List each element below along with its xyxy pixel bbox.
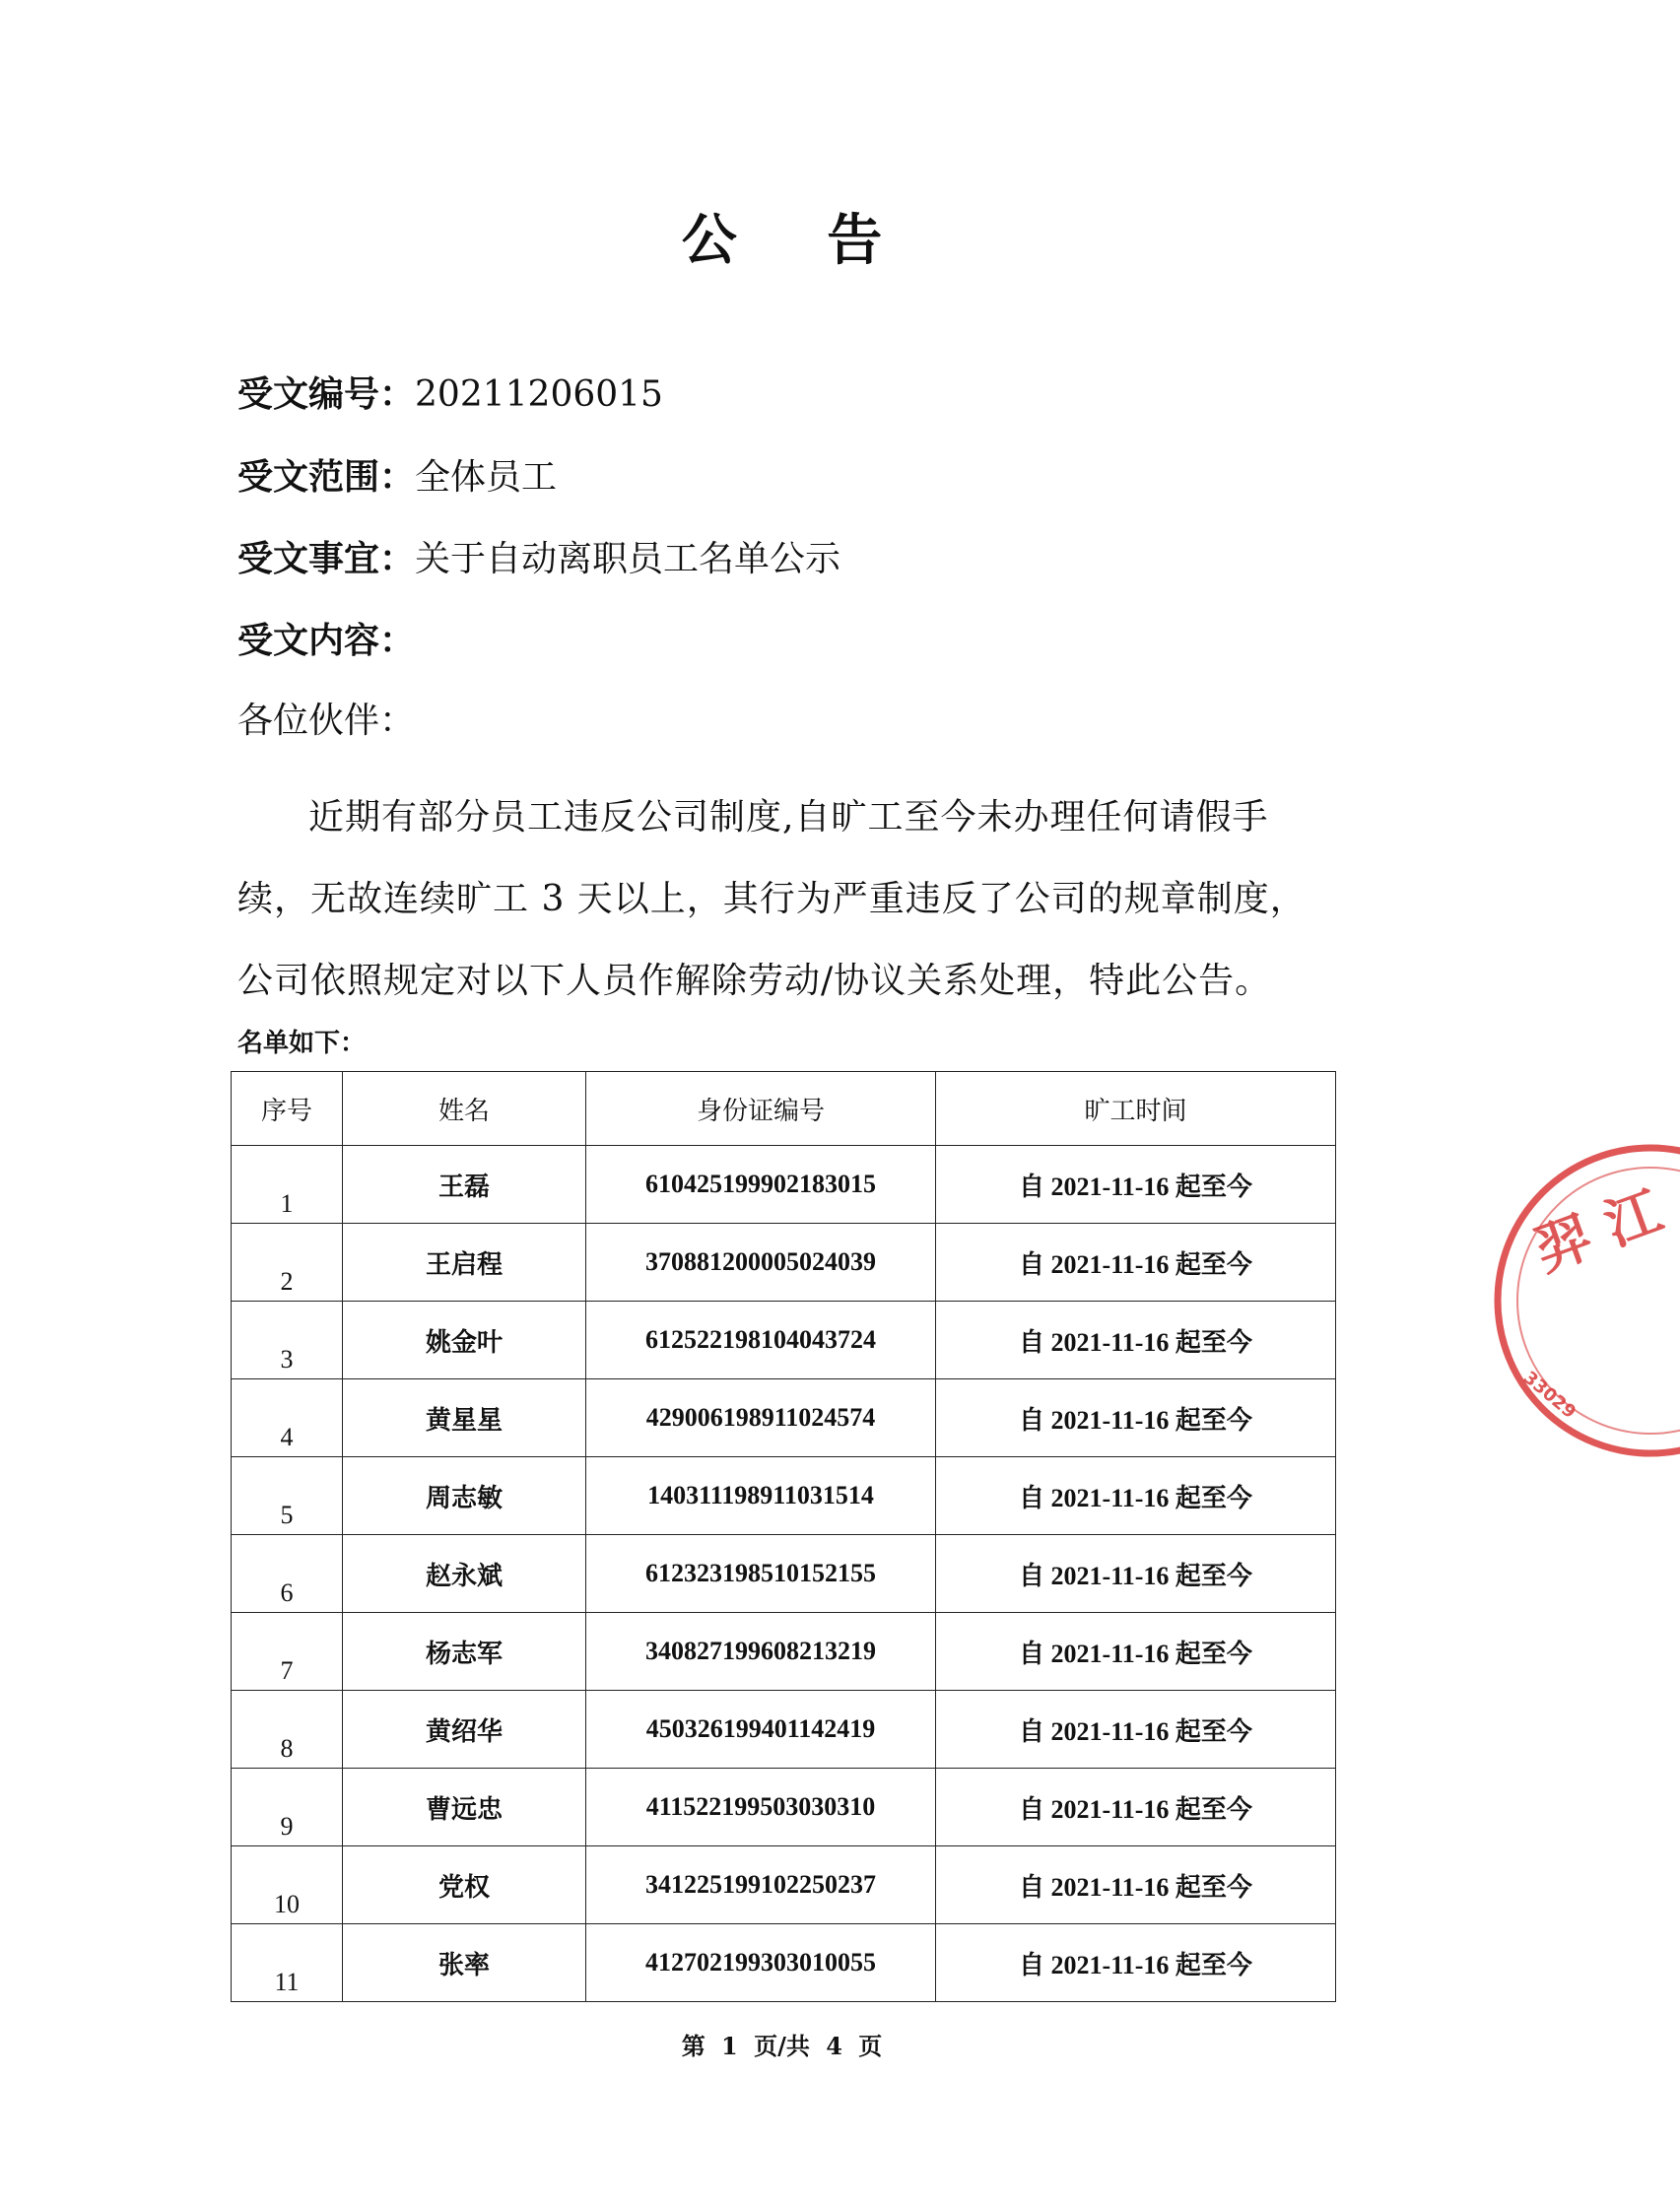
cell-absent-time: 自 2021-11-16 起至今	[936, 1691, 1336, 1769]
cell-name: 黄星星	[343, 1379, 586, 1457]
table-row	[232, 1224, 1336, 1302]
seal-glyphs: 羿 江	[1526, 1179, 1671, 1285]
meta-value: 全体员工	[415, 457, 558, 498]
cell-name: 周志敏	[343, 1457, 586, 1535]
cell-id-number: 429006198911024574	[586, 1379, 936, 1457]
cell-name: 赵永斌	[343, 1535, 586, 1613]
table-body	[232, 1146, 1336, 2002]
table-row	[232, 1379, 1336, 1457]
cell-seq: 7	[232, 1613, 343, 1691]
cell-absent-time: 自 2021-11-16 起至今	[936, 1379, 1336, 1457]
cell-name: 王启程	[343, 1224, 586, 1302]
cell-absent-time: 自 2021-11-16 起至今	[936, 1613, 1336, 1691]
meta-subject	[237, 537, 840, 581]
cell-name: 黄绍华	[343, 1691, 586, 1769]
cell-name: 曹远忠	[343, 1769, 586, 1846]
cell-id-number: 411522199503030310	[586, 1769, 936, 1846]
cell-seq: 3	[232, 1302, 343, 1379]
table-row	[232, 1691, 1336, 1769]
cell-id-number: 412702199303010055	[586, 1924, 936, 2002]
table-header-row	[232, 1072, 1336, 1146]
cell-absent-time: 自 2021-11-16 起至今	[936, 1924, 1336, 2002]
cell-id-number: 370881200005024039	[586, 1224, 936, 1302]
table-row	[232, 1769, 1336, 1846]
cell-name: 张率	[343, 1924, 586, 2002]
cell-seq: 4	[232, 1379, 343, 1457]
cell-seq: 6	[232, 1535, 343, 1613]
cell-seq: 11	[232, 1924, 343, 2002]
meta-value: 20211206015	[415, 374, 663, 415]
cell-seq: 9	[232, 1769, 343, 1846]
cell-id-number: 340827199608213219	[586, 1613, 936, 1691]
meta-label: 受文事宜：	[237, 538, 416, 579]
header-seq: 序号	[232, 1072, 343, 1146]
body-paragraph: 近期有部分员工违反公司制度,自旷工至今未办理任何请假手续，无故连续旷工 3 天以上，其行为严重违反了公司的规章制度，公司依照规定对以下人员作解除劳动/协议关系处理，特此公告。	[237, 797, 1307, 1001]
cell-seq: 5	[232, 1457, 343, 1535]
cell-absent-time: 自 2021-11-16 起至今	[936, 1146, 1336, 1224]
cell-name: 姚金叶	[343, 1302, 586, 1379]
cell-id-number: 140311198911031514	[586, 1457, 936, 1535]
page-footer: 第 1 页/共 4 页	[681, 2032, 883, 2060]
table-row	[232, 1457, 1336, 1535]
company-seal-stamp	[1483, 1133, 1680, 1468]
cell-id-number: 341225199102250237	[586, 1846, 936, 1924]
page-title: 公 告	[681, 208, 918, 273]
cell-name: 杨志军	[343, 1613, 586, 1691]
header-name: 姓名	[343, 1072, 586, 1146]
table-row	[232, 1613, 1336, 1691]
cell-absent-time: 自 2021-11-16 起至今	[936, 1224, 1336, 1302]
dismissal-table	[231, 1071, 1336, 2002]
meta-label: 受文编号：	[237, 373, 416, 415]
cell-id-number: 610425199902183015	[586, 1146, 936, 1224]
seal-number: 33029	[1518, 1367, 1580, 1424]
cell-seq: 8	[232, 1691, 343, 1769]
meta-content	[237, 619, 415, 663]
meta-scope	[237, 455, 557, 500]
cell-seq: 1	[232, 1146, 343, 1224]
table-row	[232, 1535, 1336, 1613]
meta-label: 受文内容：	[237, 620, 416, 661]
cell-absent-time: 自 2021-11-16 起至今	[936, 1535, 1336, 1613]
table-row	[232, 1146, 1336, 1224]
cell-id-number: 612522198104043724	[586, 1302, 936, 1379]
cell-id-number: 612323198510152155	[586, 1535, 936, 1613]
cell-absent-time: 自 2021-11-16 起至今	[936, 1769, 1336, 1846]
meta-doc-number	[237, 372, 663, 417]
cell-name: 党权	[343, 1846, 586, 1924]
cell-absent-time: 自 2021-11-16 起至今	[936, 1846, 1336, 1924]
greeting: 各位伙伴：	[237, 701, 416, 741]
header-absent-time: 旷工时间	[936, 1072, 1336, 1146]
table-row	[232, 1846, 1336, 1924]
table-row	[232, 1302, 1336, 1379]
cell-seq: 10	[232, 1846, 343, 1924]
cell-absent-time: 自 2021-11-16 起至今	[936, 1457, 1336, 1535]
table-row	[232, 1924, 1336, 2002]
cell-seq: 2	[232, 1224, 343, 1302]
list-heading: 名单如下：	[237, 1029, 367, 1058]
cell-name: 王磊	[343, 1146, 586, 1224]
cell-id-number: 450326199401142419	[586, 1691, 936, 1769]
meta-value: 关于自动离职员工名单公示	[415, 539, 841, 579]
cell-absent-time: 自 2021-11-16 起至今	[936, 1302, 1336, 1379]
meta-label: 受文范围：	[237, 456, 416, 498]
header-id-number: 身份证编号	[586, 1072, 936, 1146]
